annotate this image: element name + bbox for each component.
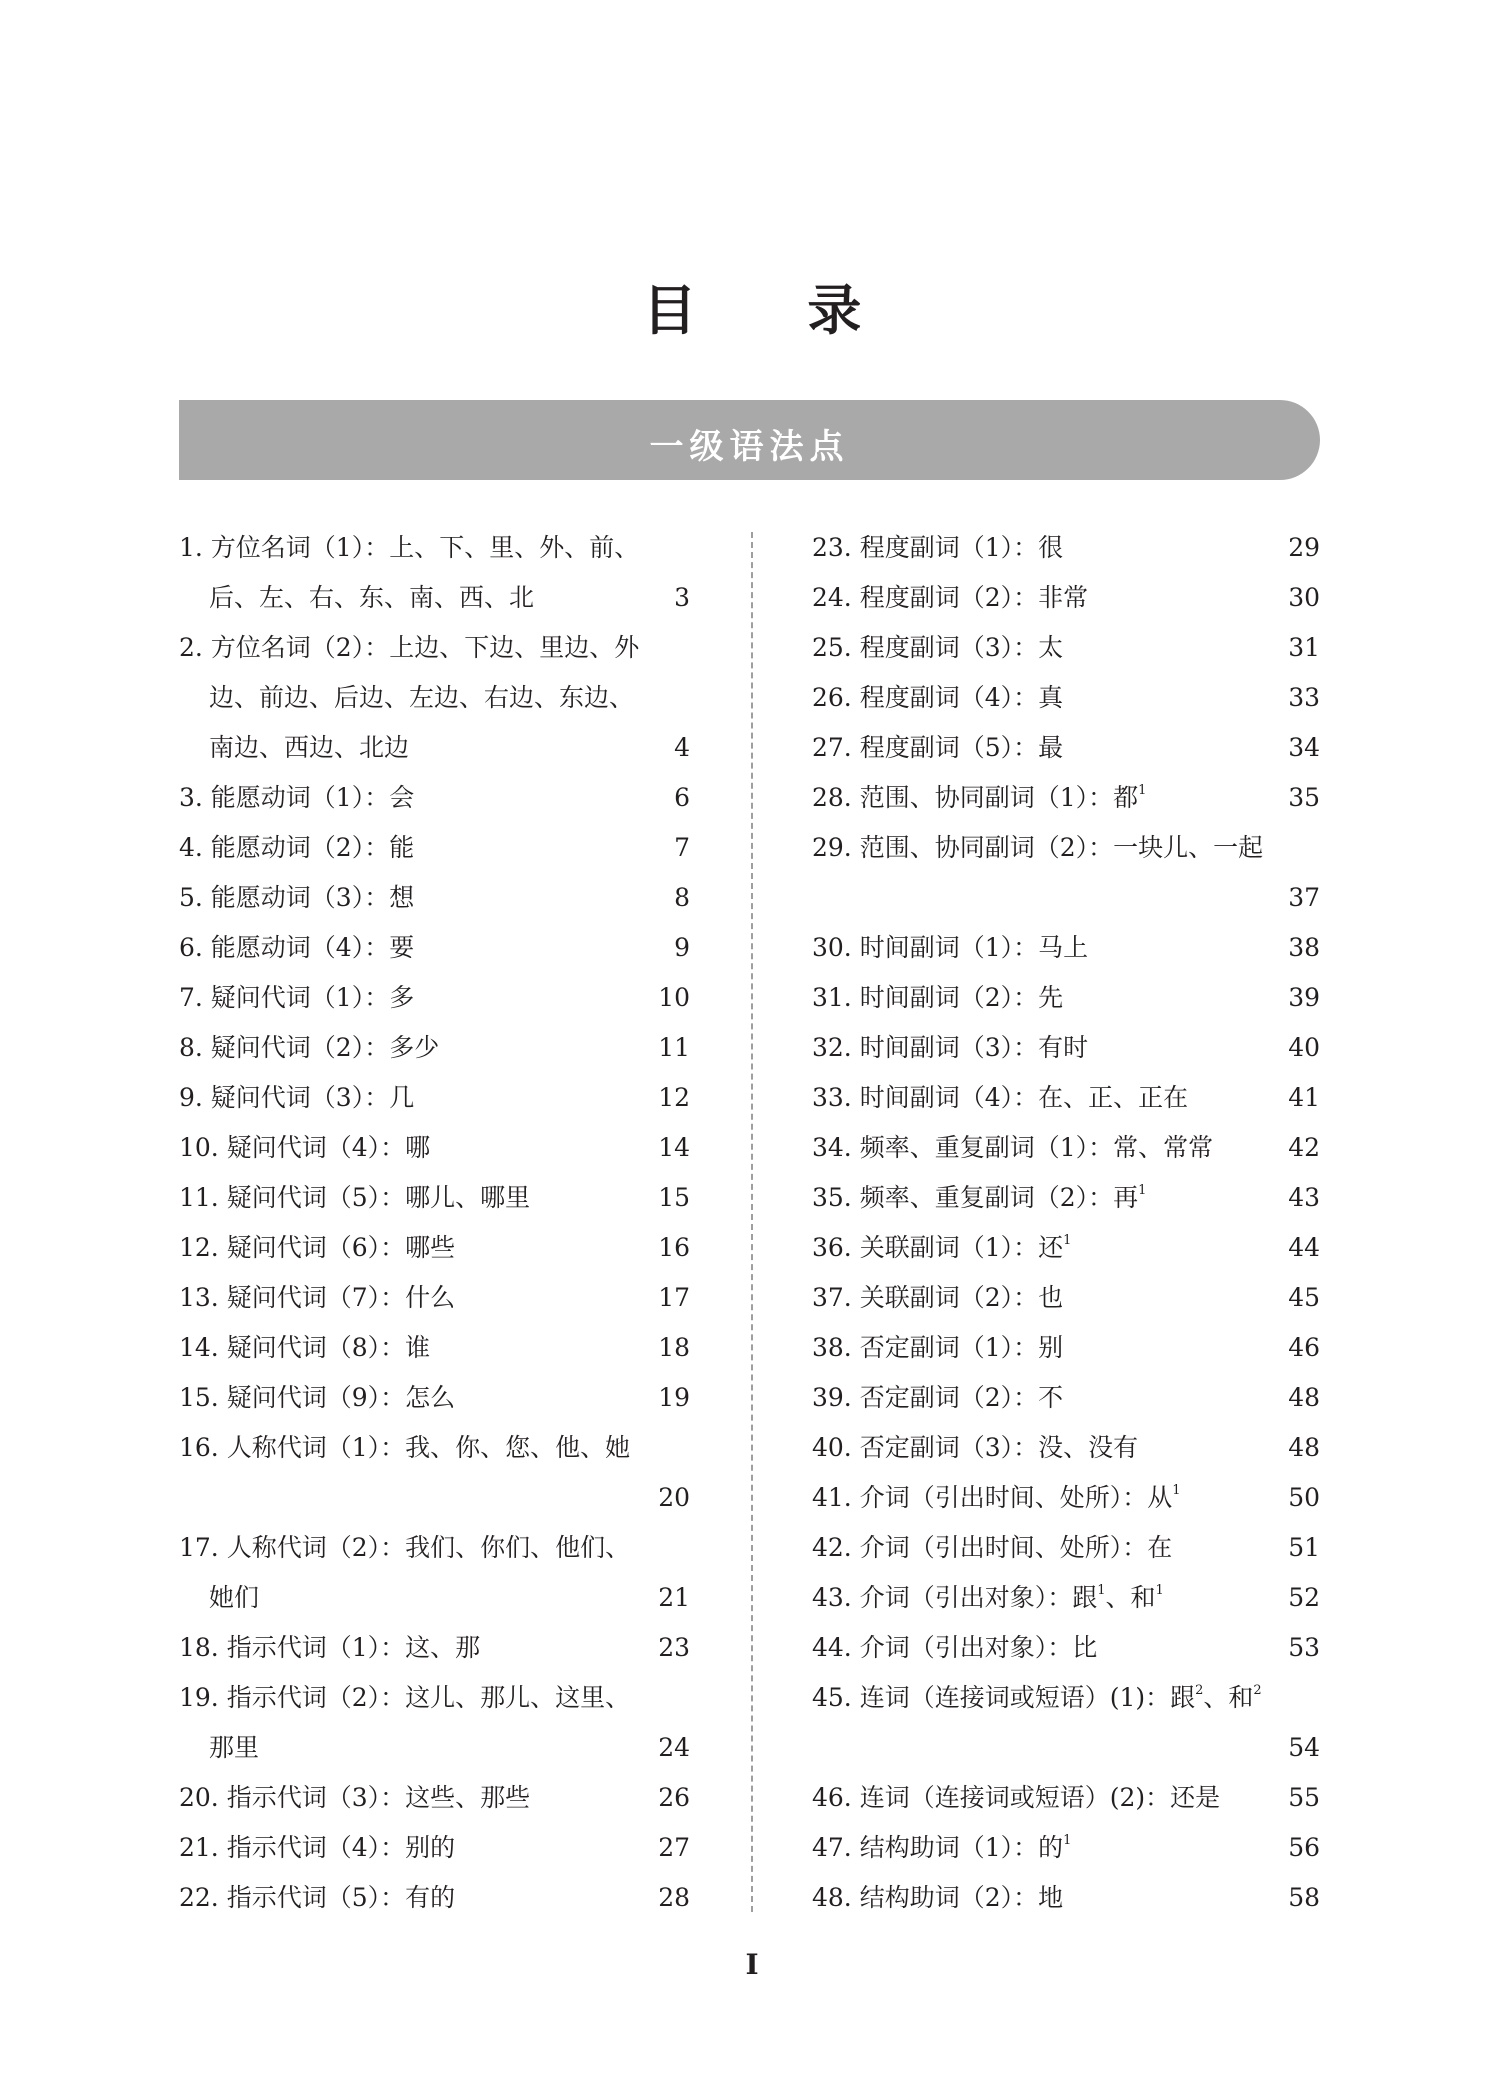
toc-entry-page: 42: [1288, 1133, 1320, 1162]
toc-entry-text: 4. 能愿动词（2）：能: [179, 833, 415, 862]
toc-right-column: [812, 523, 1320, 1923]
toc-entry-page: 37: [1288, 883, 1320, 912]
toc-entry: [179, 923, 690, 973]
toc-entry-text: 13. 疑问代词（7）：什么: [179, 1283, 456, 1312]
toc-entry-page: 35: [1288, 783, 1320, 812]
toc-entry-page: 56: [1288, 1833, 1320, 1862]
toc-entry-page: 29: [1288, 533, 1320, 562]
toc-entry: [179, 1823, 690, 1873]
toc-entry-page: 55: [1288, 1783, 1320, 1812]
toc-entry-page: 10: [658, 983, 690, 1012]
toc-entry-text: 16. 人称代词（1）：我、你、您、他、她: [179, 1433, 631, 1462]
toc-entry-page: 24: [658, 1733, 690, 1762]
toc-entry-page: 8: [674, 883, 690, 912]
toc-entry-page: 51: [1288, 1533, 1320, 1562]
page-title: 目 录: [642, 279, 908, 342]
toc-entry-text: 30. 时间副词（1）：马上: [812, 933, 1089, 962]
toc-entry-text: 2. 方位名词（2）：上边、下边、里边、外: [179, 633, 640, 662]
toc-entry-text: 29. 范围、协同副词（2）：一块儿、一起: [812, 833, 1264, 862]
toc-entry-text: 18. 指示代词（1）：这、那: [179, 1633, 481, 1662]
toc-entry-page: 38: [1288, 933, 1320, 962]
toc-entry-text: 41. 介词（引出时间、处所）：从$^1$: [812, 1483, 1181, 1512]
toc-entry: [812, 623, 1320, 673]
toc-entry-text: 7. 疑问代词（1）：多: [179, 983, 415, 1012]
toc-entry-text: 6. 能愿动词（4）：要: [179, 933, 415, 962]
toc-entry-page: 31: [1288, 633, 1320, 662]
toc-entry: [179, 1873, 690, 1923]
toc-entry: [812, 1523, 1320, 1573]
toc-entry-text: 47. 结构助词（1）：的$^1$: [812, 1833, 1072, 1862]
toc-entry-page: 44: [1288, 1233, 1320, 1262]
toc-entry-page: 27: [658, 1833, 690, 1862]
toc-left-column: [179, 523, 690, 1923]
toc-entry: [812, 973, 1320, 1023]
toc-entry: [812, 923, 1320, 973]
column-divider: [751, 532, 753, 1912]
toc-entry: [812, 1073, 1320, 1123]
toc-entry-text: 40. 否定副词（3）：没、没有: [812, 1433, 1139, 1462]
toc-entry: [812, 1673, 1320, 1773]
toc-entry-page: 48: [1288, 1383, 1320, 1412]
toc-entry-page: 19: [658, 1383, 690, 1412]
toc-entry-text: [812, 873, 1320, 923]
toc-entry-text: 3. 能愿动词（1）：会: [179, 783, 415, 812]
toc-entry-page: 12: [658, 1083, 690, 1112]
toc-entry-text: 27. 程度副词（5）：最: [812, 733, 1064, 762]
toc-entry: [179, 1423, 690, 1523]
toc-entry-text: 后、左、右、东、南、西、北: [209, 583, 535, 612]
toc-entry-page: 53: [1288, 1633, 1320, 1662]
toc-entry: [179, 523, 690, 623]
toc-entry-page: 14: [658, 1133, 690, 1162]
section-banner: [179, 400, 1320, 480]
toc-entry: [812, 1373, 1320, 1423]
toc-entry: [812, 523, 1320, 573]
toc-entry: [179, 623, 690, 773]
toc-entry-text: 9. 疑问代词（3）：几: [179, 1083, 415, 1112]
toc-entry-text: 39. 否定副词（2）：不: [812, 1383, 1064, 1412]
toc-entry-text: 20. 指示代词（3）：这些、那些: [179, 1783, 531, 1812]
toc-entry-text: 38. 否定副词（1）：别: [812, 1333, 1064, 1362]
toc-entry-page: 21: [658, 1583, 690, 1612]
toc-entry: [812, 673, 1320, 723]
toc-entry-text: 17. 人称代词（2）：我们、你们、他们、: [179, 1533, 631, 1562]
toc-entry-text: 26. 程度副词（4）：真: [812, 683, 1064, 712]
toc-entry: [812, 773, 1320, 823]
toc-entry-text: 34. 频率、重复副词（1）：常、常常: [812, 1133, 1214, 1162]
toc-entry-text: 46. 连词（连接词或短语）(2)：还是: [812, 1783, 1221, 1812]
toc-entry: [812, 1023, 1320, 1073]
toc-entry-text: 31. 时间副词（2）：先: [812, 983, 1064, 1012]
toc-entry-text: 1. 方位名词（1）：上、下、里、外、前、: [179, 533, 640, 562]
toc-entry-text: 12. 疑问代词（6）：哪些: [179, 1233, 456, 1262]
toc-entry: [812, 1773, 1320, 1823]
toc-entry: [179, 1173, 690, 1223]
toc-entry-page: 16: [658, 1233, 690, 1262]
toc-entry: [179, 1373, 690, 1423]
toc-entry: [812, 1123, 1320, 1173]
toc-entry-page: 11: [658, 1033, 690, 1062]
toc-entry-text: 37. 关联副词（2）：也: [812, 1283, 1064, 1312]
toc-entry: [179, 873, 690, 923]
toc-entry-page: 30: [1288, 583, 1320, 612]
toc-entry: [812, 1223, 1320, 1273]
toc-entry-page: 15: [658, 1183, 690, 1212]
toc-entry-text: 边、前边、后边、左边、右边、东边、: [209, 683, 635, 712]
toc-entry-page: 50: [1288, 1483, 1320, 1512]
toc-entry-page: 6: [674, 783, 690, 812]
toc-entry: [179, 1673, 690, 1773]
toc-entry-text: 11. 疑问代词（5）：哪儿、哪里: [179, 1183, 531, 1212]
toc-entry-page: 23: [658, 1633, 690, 1662]
toc-entry-page: 34: [1288, 733, 1320, 762]
toc-entry: [812, 1573, 1320, 1623]
toc-entry: [812, 1823, 1320, 1873]
toc-entry-text: 25. 程度副词（3）：太: [812, 633, 1064, 662]
page-number: I: [745, 1948, 759, 1981]
toc-entry: [179, 1223, 690, 1273]
toc-entry: [812, 823, 1320, 923]
toc-entry-page: 41: [1288, 1083, 1320, 1112]
toc-entry-text: 42. 介词（引出时间、处所）：在: [812, 1533, 1173, 1562]
toc-entry-page: 17: [658, 1283, 690, 1312]
toc-entry: [179, 1023, 690, 1073]
toc-entry-text: 她们: [209, 1583, 260, 1612]
toc-entry-text: 32. 时间副词（3）：有时: [812, 1033, 1089, 1062]
toc-entry-page: 58: [1288, 1883, 1320, 1912]
toc-entry: [179, 1323, 690, 1373]
toc-entry-text: 那里: [209, 1733, 260, 1762]
toc-entry-text: [812, 1723, 1320, 1773]
toc-entry: [179, 1523, 690, 1623]
toc-entry-page: 4: [674, 733, 690, 762]
toc-entry-page: 48: [1288, 1433, 1320, 1462]
toc-entry: [812, 1173, 1320, 1223]
toc-entry-text: 43. 介词（引出对象）：跟$^1$、和$^1$: [812, 1583, 1164, 1612]
toc-entry-page: 3: [674, 583, 690, 612]
toc-entry-text: 45. 连词（连接词或短语）(1)：跟$^2$、和$^2$: [812, 1683, 1262, 1712]
toc-entry-page: 28: [658, 1883, 690, 1912]
toc-entry: [812, 573, 1320, 623]
toc-entry-text: [179, 1473, 690, 1523]
toc-entry-page: 20: [658, 1483, 690, 1512]
toc-entry-page: 54: [1288, 1733, 1320, 1762]
toc-entry-text: 23. 程度副词（1）：很: [812, 533, 1064, 562]
toc-entry-text: 15. 疑问代词（9）：怎么: [179, 1383, 456, 1412]
toc-entry-page: 33: [1288, 683, 1320, 712]
toc-entry-page: 43: [1288, 1183, 1320, 1212]
toc-entry: [812, 723, 1320, 773]
toc-entry-page: 9: [674, 933, 690, 962]
toc-entry-text: 14. 疑问代词（8）：谁: [179, 1333, 431, 1362]
toc-entry: [179, 823, 690, 873]
toc-entry-text: 44. 介词（引出对象）：比: [812, 1633, 1098, 1662]
toc-entry-page: 39: [1288, 983, 1320, 1012]
toc-entry-page: 52: [1288, 1583, 1320, 1612]
toc-entry-text: 35. 频率、重复副词（2）：再$^1$: [812, 1183, 1147, 1212]
toc-entry-text: 5. 能愿动词（3）：想: [179, 883, 415, 912]
toc-entry-text: 22. 指示代词（5）：有的: [179, 1883, 456, 1912]
toc-entry-text: 21. 指示代词（4）：别的: [179, 1833, 456, 1862]
toc-entry-text: 48. 结构助词（2）：地: [812, 1883, 1064, 1912]
toc-entry-page: 26: [658, 1783, 690, 1812]
toc-entry: [179, 1073, 690, 1123]
toc-entry-text: 36. 关联副词（1）：还$^1$: [812, 1233, 1072, 1262]
toc-entry: [812, 1323, 1320, 1373]
toc-entry-page: 40: [1288, 1033, 1320, 1062]
toc-entry-text: 南边、西边、北边: [209, 733, 410, 762]
toc-entry: [179, 1773, 690, 1823]
toc-entry-text: 28. 范围、协同副词（1）：都$^1$: [812, 783, 1147, 812]
toc-entry: [812, 1473, 1320, 1523]
toc-entry: [812, 1623, 1320, 1673]
toc-entry: [812, 1873, 1320, 1923]
toc-entry-text: 8. 疑问代词（2）：多少: [179, 1033, 440, 1062]
toc-entry-page: 18: [658, 1333, 690, 1362]
toc-entry-text: 10. 疑问代词（4）：哪: [179, 1133, 431, 1162]
toc-entry-page: 7: [674, 833, 690, 862]
section-title: 一级语法点: [649, 427, 850, 467]
toc-entry: [179, 1623, 690, 1673]
toc-entry-text: 24. 程度副词（2）：非常: [812, 583, 1089, 612]
toc-entry: [179, 773, 690, 823]
toc-entry-text: 19. 指示代词（2）：这儿、那儿、这里、: [179, 1683, 631, 1712]
toc-entry-page: 45: [1288, 1283, 1320, 1312]
toc-entry: [179, 973, 690, 1023]
toc-entry: [812, 1273, 1320, 1323]
toc-entry-text: 33. 时间副词（4）：在、正、正在: [812, 1083, 1189, 1112]
toc-entry-page: 46: [1288, 1333, 1320, 1362]
toc-entry: [179, 1123, 690, 1173]
toc-entry: [812, 1423, 1320, 1473]
toc-entry: [179, 1273, 690, 1323]
